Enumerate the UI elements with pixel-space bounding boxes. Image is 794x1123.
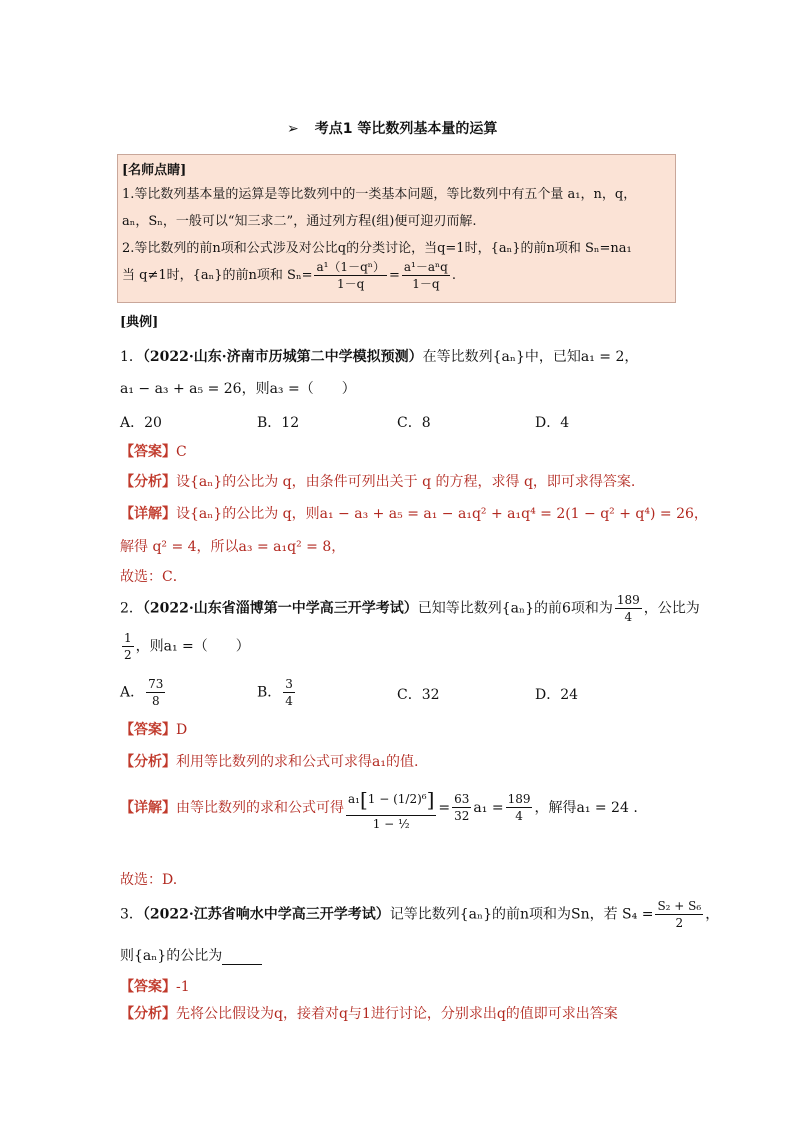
tip-fraction-1 <box>314 259 386 292</box>
q2-option-d: D．24 <box>535 687 579 703</box>
q1-analysis <box>120 471 635 491</box>
q1-analysis-tag: 【分析】 <box>120 474 176 490</box>
q3-analysis-text: 先将公比假设为q，接着对q与1进行讨论，分别求出q的值即可求出答案 <box>176 1006 618 1022</box>
q2-option-a-label: A． <box>120 684 145 701</box>
q2-analysis-text: 利用等比数列的求和公式可求得a₁的值. <box>176 754 419 770</box>
q2-choose: 故选：D. <box>120 872 178 888</box>
q2-option-a-fraction <box>146 676 165 709</box>
q2-stem-line-2 <box>120 630 250 663</box>
q1-stem-line-2: a₁ − a₃ + a₅ = 26，则a₃ =（ ） <box>120 381 356 397</box>
tip-fraction-1-num: a¹（1－qⁿ） <box>316 260 385 274</box>
q2-detail-tag: 【详解】 <box>120 799 176 816</box>
q3-analysis-tag: 【分析】 <box>120 1006 176 1022</box>
q1-option-d: D．4 <box>535 415 570 431</box>
q2-c-den: 32 <box>454 809 470 824</box>
q2-c-num: 63 <box>454 792 470 807</box>
q1-number: 1． <box>120 349 143 365</box>
q1-choose: 故选：C． <box>120 569 187 585</box>
q2-sum-fraction <box>615 592 642 625</box>
q2-sum-den: 4 <box>624 610 633 624</box>
q2-stem-1b: ，公比为 <box>643 600 700 617</box>
arrow-icon: ➢ <box>287 121 299 137</box>
q1-answer-tag: 【答案】 <box>120 444 176 460</box>
q2-option-a <box>120 676 167 709</box>
tip-line-1-text: 1.等比数列基本量的运算是等比数列中的一类基本问题，等比数列中有五个量 <box>122 187 564 202</box>
tip-fraction-1-den: 1－q <box>337 277 365 291</box>
q1-analysis-text: 设{aₙ}的公比为 q，由条件可列出关于 q 的方程，求得 q，即可求得答案. <box>176 474 636 490</box>
tip-fraction-2-den: 1－q <box>412 277 440 291</box>
q2-ratio-den: 2 <box>124 648 132 662</box>
q2-option-c: C．32 <box>397 687 440 703</box>
q1-stem-line-1 <box>120 346 638 366</box>
q3-fraction-num: S₂ + S₆ <box>657 899 702 913</box>
q2-answer-tag: 【答案】 <box>120 722 176 738</box>
q2-d-num: 189 <box>507 792 531 807</box>
q2-detail <box>120 784 638 832</box>
q2-big-den: 1 − ½ <box>372 816 410 831</box>
tip-heading: [名师点睛] <box>122 163 187 178</box>
q2-detail-end: ，解得a₁ = 24 . <box>534 799 638 816</box>
q1-option-c: C．8 <box>397 415 431 431</box>
q3-answer-value: -1 <box>176 979 190 995</box>
tip-line-1-vars: a₁，n，q， <box>567 187 637 202</box>
q3-fraction-den: 2 <box>675 916 684 930</box>
q2-answer-value: D <box>176 722 188 738</box>
q2-big-fraction <box>346 784 436 832</box>
tip-fraction-2 <box>402 259 450 292</box>
tip-line-3: 2.等比数列的前n项和公式涉及对公比q的分类讨论，当q=1时，{aₙ}的前n项和 Sₙ=na₁ <box>122 241 632 256</box>
q2-analysis <box>120 751 418 771</box>
q2-option-b-fraction <box>283 676 295 709</box>
q3-stem-line-1 <box>120 898 719 931</box>
q1-detail-2: 解得 q² = 4，所以a₃ = a₁q² = 8， <box>120 539 346 555</box>
q2-option-b-den: 4 <box>285 694 293 708</box>
q2-option-b-num: 3 <box>285 677 293 691</box>
q1-detail <box>120 503 708 523</box>
q1-detail-text: 设{aₙ}的公比为 q，则a₁ − a₃ + a₅ = a₁ − a₁q² + a₁q⁴ = 2(1 − q² + q⁴) = 26， <box>176 506 708 522</box>
q2-option-b <box>257 676 297 709</box>
q2-bracket-left: [ <box>359 787 368 812</box>
q3-answer <box>120 976 190 996</box>
q2-stem-line-1 <box>120 592 700 625</box>
q3-stem-1: 记等比数列{aₙ}的前n项和为Sn，若 S₄ = <box>389 906 654 923</box>
tip-line-2: aₙ，Sₙ，一般可以“知三求二”，通过列方程(组)便可迎刃而解. <box>122 214 477 229</box>
q2-big-num-b: 1 − (1/2)⁶ <box>367 792 427 806</box>
q2-bracket-right: ] <box>426 787 435 812</box>
q1-answer <box>120 441 187 461</box>
q2-c-fraction <box>452 791 471 824</box>
q2-c-tail: a₁ = <box>473 799 504 816</box>
example-heading: [典例] <box>120 315 159 330</box>
q3-stem-line-2 <box>120 945 262 965</box>
q2-big-num-a: a₁ <box>348 792 360 806</box>
q2-ratio-num: 1 <box>124 631 132 645</box>
q3-answer-tag: 【答案】 <box>120 979 176 995</box>
tip-fraction-2-num: a¹－aⁿq <box>403 260 448 274</box>
q2-source: （2022·山东省淄博第一中学高三开学考试） <box>142 600 418 617</box>
q3-source: （2022·江苏省响水中学高三开学考试） <box>142 906 390 923</box>
q2-stem-2: ，则a₁ =（ ） <box>135 638 250 655</box>
q3-number: 3． <box>120 906 143 923</box>
q3-stem-1-end: ， <box>705 906 720 923</box>
tip-line-4 <box>122 259 456 292</box>
section-title-text: 考点1 等比数列基本量的运算 <box>314 121 498 137</box>
q1-source: （2022·山东·济南市历城第二中学模拟预测） <box>142 349 423 365</box>
q2-sum-num: 189 <box>616 593 640 607</box>
q1-option-a: A．20 <box>120 415 162 431</box>
q2-option-a-den: 8 <box>151 694 160 708</box>
q2-answer <box>120 719 187 739</box>
tip-line-1 <box>122 183 636 202</box>
tip-equals: = <box>388 268 400 283</box>
q3-stem-2: 则{aₙ}的公比为 <box>120 948 223 964</box>
section-title <box>287 118 497 138</box>
q1-detail-tag: 【详解】 <box>120 506 176 522</box>
q3-analysis <box>120 1003 618 1023</box>
q2-d-fraction <box>506 791 533 824</box>
tip-line-4-text: 当 q≠1时，{aₙ}的前n项和 Sₙ= <box>122 268 313 283</box>
q2-d-den: 4 <box>515 809 523 824</box>
q2-stem-1: 已知等比数列{aₙ}的前6项和为 <box>417 600 613 617</box>
q2-ratio-fraction <box>122 630 134 663</box>
q2-option-a-num: 73 <box>148 677 164 691</box>
q1-option-b: B．12 <box>257 415 300 431</box>
q1-answer-value: C <box>176 444 187 460</box>
q2-detail-text: 由等比数列的求和公式可得 <box>176 799 344 816</box>
tip-dot: . <box>451 268 456 283</box>
q2-number: 2． <box>120 600 143 617</box>
q3-answer-blank <box>222 950 262 965</box>
tip-box <box>117 154 676 303</box>
q1-stem-1: 在等比数列{aₙ}中，已知a₁ = 2， <box>422 349 639 365</box>
q3-fraction <box>655 898 703 931</box>
q2-detail-eq: = <box>438 799 451 816</box>
q2-big-num <box>346 784 436 816</box>
q2-option-b-label: B． <box>257 684 282 701</box>
q2-analysis-tag: 【分析】 <box>120 754 176 770</box>
